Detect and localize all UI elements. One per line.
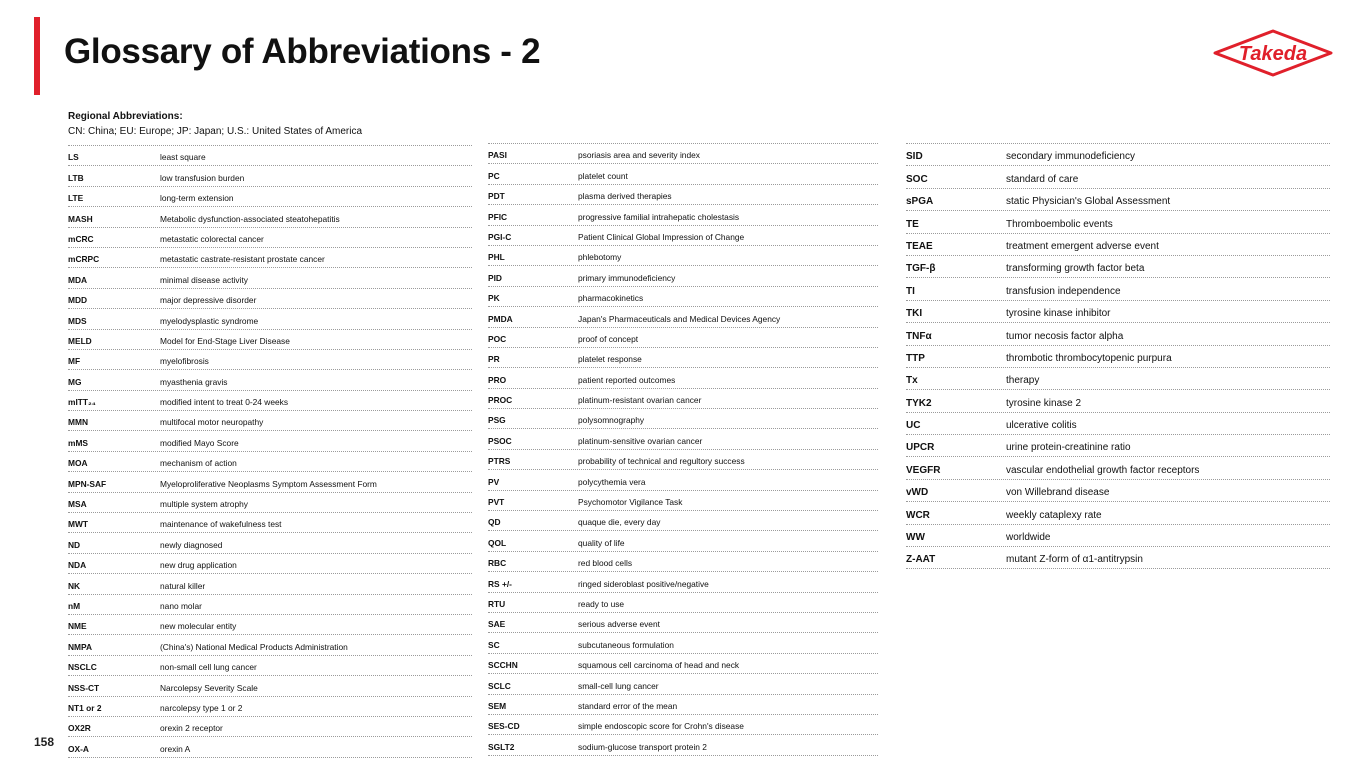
abbreviation: WW [906, 532, 925, 544]
page-number: 158 [34, 735, 55, 749]
glossary-row [68, 635, 472, 655]
glossary-row [68, 656, 472, 676]
title-accent-bar [34, 17, 40, 95]
definition: therapy [1006, 375, 1040, 387]
abbreviation: MASH [68, 213, 93, 224]
abbreviation: MPN-SAF [68, 478, 107, 489]
glossary-row [68, 330, 472, 350]
glossary-row [906, 189, 1330, 211]
definition: natural killer [160, 580, 206, 591]
definition: newly diagnosed [160, 539, 223, 550]
glossary-row [488, 307, 878, 327]
abbreviation: NME [68, 621, 87, 632]
definition: urine protein-creatinine ratio [1006, 442, 1131, 454]
abbreviation: PR [488, 354, 500, 365]
abbreviation: POC [488, 333, 507, 344]
glossary-row [68, 697, 472, 717]
abbreviation: RS +/- [488, 578, 512, 589]
glossary-row [488, 164, 878, 184]
abbreviation: PDT [488, 191, 505, 202]
definition: least square [160, 152, 206, 163]
abbreviation: TKI [906, 308, 923, 320]
definition: polycythemia vera [578, 476, 646, 487]
definition: metastatic castrate-resistant prostate cancer [160, 254, 325, 265]
glossary-row [488, 735, 878, 755]
glossary-row [488, 185, 878, 205]
glossary-row [488, 654, 878, 674]
glossary-row [68, 146, 472, 166]
definition: plasma derived therapies [578, 191, 672, 202]
definition: non-small cell lung cancer [160, 662, 257, 673]
abbreviation: TEAE [906, 240, 933, 252]
abbreviation: MDD [68, 295, 88, 306]
abbreviation: SAE [488, 619, 506, 630]
glossary-row [68, 166, 472, 186]
definition: probability of technical and regultory success [578, 456, 745, 467]
abbreviation: RBC [488, 558, 507, 569]
glossary-row [488, 470, 878, 490]
regional-text: CN: China; EU: Europe; JP: Japan; U.S.: United States of America [68, 126, 363, 137]
definition: serious adverse event [578, 619, 660, 630]
abbreviation: PFIC [488, 211, 508, 222]
glossary-row [488, 266, 878, 286]
regional-abbreviations [68, 110, 398, 140]
svg-text:Takeda: Takeda [1238, 43, 1308, 65]
abbreviation: MDS [68, 315, 87, 326]
definition: multiple system atrophy [160, 499, 248, 510]
glossary-row [488, 531, 878, 551]
glossary-row [488, 715, 878, 735]
glossary-row [68, 411, 472, 431]
glossary-row [906, 368, 1330, 390]
abbreviation: mCRC [68, 233, 94, 244]
definition: squamous cell carcinoma of head and neck [578, 660, 740, 671]
glossary-row [906, 211, 1330, 233]
definition: standard of care [1006, 173, 1079, 185]
definition: modified Mayo Score [160, 437, 239, 448]
abbreviation: MG [68, 376, 82, 387]
glossary-row [68, 452, 472, 472]
definition: proof of concept [578, 333, 639, 344]
abbreviation: PSG [488, 415, 506, 426]
definition: polysomnography [578, 415, 645, 426]
definition: myasthenia gravis [160, 376, 228, 387]
glossary-row [488, 613, 878, 633]
definition: transfusion independence [1006, 285, 1121, 297]
definition: long-term extension [160, 193, 234, 204]
glossary-row [68, 207, 472, 227]
glossary-row [68, 472, 472, 492]
definition: narcolepsy type 1 or 2 [160, 702, 243, 713]
glossary-row [488, 389, 878, 409]
glossary-row [488, 552, 878, 572]
abbreviation: SID [906, 151, 923, 163]
glossary-row [68, 187, 472, 207]
abbreviation: sPGA [906, 196, 934, 208]
definition: worldwide [1006, 532, 1051, 544]
glossary-row [488, 491, 878, 511]
definition: mutant Z-form of α1-antitrypsin [1006, 554, 1143, 566]
abbreviation: SEM [488, 700, 507, 711]
glossary-row [906, 413, 1330, 435]
definition: progressive familial intrahepatic cholestasis [578, 211, 740, 222]
definition: standard error of the mean [578, 700, 678, 711]
definition: maintenance of wakefulness test [160, 519, 282, 530]
definition: Thromboembolic events [1006, 218, 1113, 230]
definition: weekly cataplexy rate [1006, 509, 1102, 521]
definition: subcutaneous formulation [578, 639, 674, 650]
abbreviation: PROC [488, 395, 513, 406]
abbreviation: MOA [68, 458, 88, 469]
abbreviation: PV [488, 476, 500, 487]
glossary-row [68, 309, 472, 329]
glossary-row [488, 144, 878, 164]
abbreviation: UC [906, 420, 921, 432]
glossary-row [488, 409, 878, 429]
abbreviation: PSOC [488, 435, 512, 446]
glossary-row [68, 248, 472, 268]
glossary-row [488, 205, 878, 225]
abbreviation: OX2R [68, 723, 91, 734]
definition: thrombotic thrombocytopenic purpura [1006, 352, 1172, 364]
abbreviation: SGLT2 [488, 741, 515, 752]
definition: orexin 2 receptor [160, 723, 223, 734]
glossary-row [68, 737, 472, 757]
definition: patient reported outcomes [578, 374, 676, 385]
glossary-row [906, 502, 1330, 524]
abbreviation: PK [488, 293, 500, 304]
glossary-row [488, 511, 878, 531]
abbreviation: PMDA [488, 313, 513, 324]
abbreviation: OX-A [68, 743, 89, 754]
glossary-row [68, 228, 472, 248]
glossary-row [68, 595, 472, 615]
definition: tumor necosis factor alpha [1006, 330, 1124, 342]
glossary-row [68, 289, 472, 309]
abbreviation: TNFα [906, 330, 932, 342]
glossary-row [488, 226, 878, 246]
abbreviation: MELD [68, 335, 92, 346]
glossary-row [68, 431, 472, 451]
glossary-row [68, 268, 472, 288]
abbreviation: QD [488, 517, 501, 528]
abbreviation: Z-AAT [906, 554, 936, 566]
glossary-column-1 [68, 145, 472, 758]
definition: platinum-sensitive ovarian cancer [578, 435, 703, 446]
glossary-row [906, 323, 1330, 345]
page-title: Glossary of Abbreviations - 2 [64, 32, 541, 71]
definition: sodium-glucose transport protein 2 [578, 741, 707, 752]
abbreviation: NSCLC [68, 662, 97, 673]
glossary-row [906, 301, 1330, 323]
abbreviation: mMS [68, 437, 89, 448]
definition: von Willebrand disease [1006, 487, 1110, 499]
abbreviation: PASI [488, 150, 507, 161]
abbreviation: TYK2 [906, 397, 932, 409]
abbreviation: mITT₂₄ [68, 397, 96, 408]
definition: myelofibrosis [160, 356, 209, 367]
abbreviation: vWD [906, 487, 929, 499]
definition: platelet count [578, 170, 628, 181]
definition: Japan's Pharmaceuticals and Medical Devices Agency [578, 313, 781, 324]
definition: psoriasis area and severity index [578, 150, 700, 161]
abbreviation: WCR [906, 509, 930, 521]
glossary-column-3 [906, 143, 1330, 569]
glossary-row [68, 676, 472, 696]
definition: transforming growth factor beta [1006, 263, 1145, 275]
glossary-row [906, 256, 1330, 278]
glossary-row [906, 144, 1330, 166]
abbreviation: NK [68, 580, 81, 591]
abbreviation: Tx [906, 375, 918, 387]
abbreviation: MF [68, 356, 81, 367]
glossary-row [68, 574, 472, 594]
definition: small-cell lung cancer [578, 680, 659, 691]
definition: primary immunodeficiency [578, 272, 676, 283]
definition: treatment emergent adverse event [1006, 240, 1159, 252]
definition: pharmacokinetics [578, 293, 644, 304]
definition: quaque die, every day [578, 517, 661, 528]
definition: Narcolepsy Severity Scale [160, 682, 258, 693]
glossary-row [906, 547, 1330, 569]
abbreviation: TGF-β [906, 263, 936, 275]
glossary-row [906, 278, 1330, 300]
definition: orexin A [160, 743, 191, 754]
glossary-row [488, 593, 878, 613]
glossary-row [906, 435, 1330, 457]
definition: tyrosine kinase 2 [1006, 397, 1082, 409]
definition: vascular endothelial growth factor receptors [1006, 464, 1200, 476]
definition: Psychomotor Vigilance Task [578, 497, 683, 508]
glossary-row [68, 615, 472, 635]
abbreviation: MWT [68, 519, 88, 530]
abbreviation: SCLC [488, 680, 511, 691]
definition: platinum-resistant ovarian cancer [578, 395, 702, 406]
definition: multifocal motor neuropathy [160, 417, 264, 428]
abbreviation: PGI-C [488, 231, 512, 242]
abbreviation: SC [488, 639, 500, 650]
abbreviation: NMPA [68, 641, 93, 652]
abbreviation: NT1 or 2 [68, 702, 102, 713]
definition: metastatic colorectal cancer [160, 233, 264, 244]
abbreviation: PHL [488, 252, 505, 263]
glossary-row [906, 457, 1330, 479]
glossary-row [68, 717, 472, 737]
abbreviation: NSS-CT [68, 682, 100, 693]
definition: new molecular entity [160, 621, 237, 632]
glossary-row [488, 450, 878, 470]
glossary-row [488, 633, 878, 653]
glossary-row [906, 166, 1330, 188]
definition: phlebotomy [578, 252, 622, 263]
abbreviation: UPCR [906, 442, 935, 454]
definition: Patient Clinical Global Impression of Change [578, 231, 745, 242]
glossary-row [906, 525, 1330, 547]
glossary-row [488, 695, 878, 715]
definition: major depressive disorder [160, 295, 257, 306]
abbreviation: TE [906, 218, 919, 230]
abbreviation: QOL [488, 537, 507, 548]
definition: ringed sideroblast positive/negative [578, 578, 709, 589]
definition: Model for End-Stage Liver Disease [160, 335, 290, 346]
definition: red blood cells [578, 558, 633, 569]
abbreviation: LTB [68, 172, 84, 183]
definition: Metabolic dysfunction-associated steatohepatitis [160, 213, 340, 224]
abbreviation: LTE [68, 193, 84, 204]
glossary-row [906, 234, 1330, 256]
definition: minimal disease activity [160, 274, 248, 285]
definition: platelet response [578, 354, 642, 365]
abbreviation: MMN [68, 417, 89, 428]
abbreviation: RTU [488, 598, 506, 609]
glossary-row [906, 390, 1330, 412]
abbreviation: mCRPC [68, 254, 100, 265]
abbreviation: VEGFR [906, 464, 941, 476]
glossary-row [488, 429, 878, 449]
definition: mechanism of action [160, 458, 237, 469]
glossary-row [488, 348, 878, 368]
glossary-row [68, 350, 472, 370]
abbreviation: NDA [68, 560, 87, 571]
definition: myelodysplastic syndrome [160, 315, 259, 326]
abbreviation: nM [68, 600, 81, 611]
definition: ready to use [578, 598, 625, 609]
glossary-row [488, 572, 878, 592]
glossary-row [488, 368, 878, 388]
definition: tyrosine kinase inhibitor [1006, 308, 1111, 320]
glossary-row [488, 287, 878, 307]
definition: low transfusion burden [160, 172, 245, 183]
abbreviation: PID [488, 272, 502, 283]
abbreviation: PVT [488, 497, 505, 508]
glossary-row [488, 328, 878, 348]
definition: (China's) National Medical Products Administration [160, 641, 348, 652]
regional-heading: Regional Abbreviations: [68, 111, 183, 122]
glossary-row [68, 513, 472, 533]
glossary-row [68, 370, 472, 390]
glossary-row [906, 346, 1330, 368]
abbreviation: SCCHN [488, 660, 518, 671]
definition: Myeloproliferative Neoplasms Symptom Assessment Form [160, 478, 377, 489]
glossary-row [488, 246, 878, 266]
abbreviation: PRO [488, 374, 507, 385]
definition: modified intent to treat 0-24 weeks [160, 397, 289, 408]
takeda-logo [1210, 28, 1336, 78]
abbreviation: PTRS [488, 456, 511, 467]
glossary-row [68, 493, 472, 513]
abbreviation: SES-CD [488, 721, 520, 732]
definition: static Physician's Global Assessment [1006, 196, 1171, 208]
definition: quality of life [578, 537, 625, 548]
definition: simple endoscopic score for Crohn's disease [578, 721, 744, 732]
abbreviation: LS [68, 152, 79, 163]
abbreviation: SOC [906, 173, 928, 185]
glossary-row [68, 391, 472, 411]
glossary-row [906, 480, 1330, 502]
glossary-row [68, 533, 472, 553]
definition: ulcerative colitis [1006, 420, 1077, 432]
abbreviation: MDA [68, 274, 88, 285]
glossary-row [488, 674, 878, 694]
abbreviation: TTP [906, 352, 925, 364]
abbreviation: PC [488, 170, 500, 181]
definition: secondary immunodeficiency [1006, 151, 1135, 163]
definition: nano molar [160, 600, 202, 611]
definition: new drug application [160, 560, 237, 571]
abbreviation: MSA [68, 499, 87, 510]
abbreviation: TI [906, 285, 915, 297]
abbreviation: ND [68, 539, 81, 550]
glossary-row [68, 554, 472, 574]
glossary-column-2 [488, 143, 878, 756]
